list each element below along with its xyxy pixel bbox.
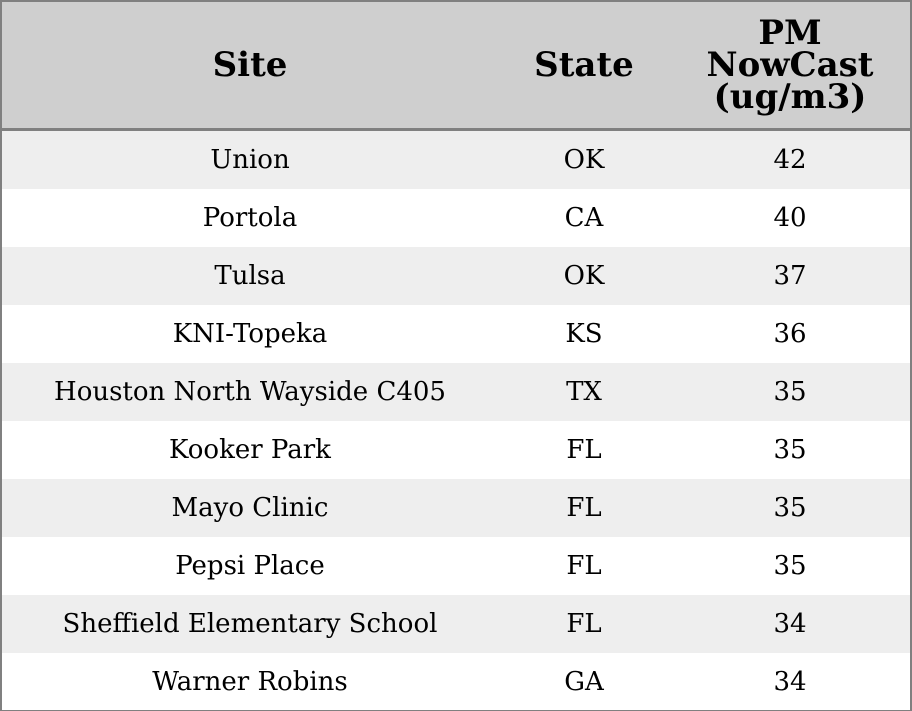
cell-site: Pepsi Place bbox=[2, 537, 498, 595]
header-row bbox=[2, 2, 910, 130]
column-header-state-label: State bbox=[534, 45, 634, 85]
table-body bbox=[2, 130, 910, 711]
cell-state: GA bbox=[498, 653, 670, 710]
cell-site: Sheffield Elementary School bbox=[2, 595, 498, 653]
cell-state: FL bbox=[498, 479, 670, 537]
cell-state: FL bbox=[498, 595, 670, 653]
cell-pm-nowcast: 35 bbox=[670, 537, 910, 595]
cell-site: Kooker Park bbox=[2, 421, 498, 479]
table-header bbox=[2, 2, 910, 130]
table-row bbox=[2, 595, 910, 653]
table-row bbox=[2, 189, 910, 247]
column-header-pm-nowcast-label: PM NowCast (ug/m3) bbox=[706, 13, 874, 117]
column-header-state bbox=[498, 2, 670, 130]
table-row bbox=[2, 479, 910, 537]
cell-site: Houston North Wayside C405 bbox=[2, 363, 498, 421]
cell-site: Portola bbox=[2, 189, 498, 247]
cell-pm-nowcast: 40 bbox=[670, 189, 910, 247]
cell-site: KNI-Topeka bbox=[2, 305, 498, 363]
cell-pm-nowcast: 35 bbox=[670, 479, 910, 537]
table-row bbox=[2, 653, 910, 710]
table-row bbox=[2, 305, 910, 363]
cell-pm-nowcast: 35 bbox=[670, 363, 910, 421]
cell-pm-nowcast: 34 bbox=[670, 595, 910, 653]
table-row bbox=[2, 247, 910, 305]
cell-state: FL bbox=[498, 537, 670, 595]
cell-state: OK bbox=[498, 130, 670, 190]
cell-state: OK bbox=[498, 247, 670, 305]
cell-site: Warner Robins bbox=[2, 653, 498, 710]
cell-site: Tulsa bbox=[2, 247, 498, 305]
cell-site: Union bbox=[2, 130, 498, 190]
cell-state: FL bbox=[498, 421, 670, 479]
table-row bbox=[2, 363, 910, 421]
table-row bbox=[2, 537, 910, 595]
cell-state: TX bbox=[498, 363, 670, 421]
table-row bbox=[2, 130, 910, 190]
cell-state: CA bbox=[498, 189, 670, 247]
cell-pm-nowcast: 42 bbox=[670, 130, 910, 190]
cell-site: Mayo Clinic bbox=[2, 479, 498, 537]
cell-pm-nowcast: 37 bbox=[670, 247, 910, 305]
column-header-site bbox=[2, 2, 498, 130]
table-row bbox=[2, 421, 910, 479]
cell-state: KS bbox=[498, 305, 670, 363]
pm-nowcast-table bbox=[2, 2, 910, 710]
column-header-site-label: Site bbox=[212, 45, 288, 85]
column-header-pm-nowcast bbox=[670, 2, 910, 130]
cell-pm-nowcast: 34 bbox=[670, 653, 910, 710]
cell-pm-nowcast: 35 bbox=[670, 421, 910, 479]
cell-pm-nowcast: 36 bbox=[670, 305, 910, 363]
